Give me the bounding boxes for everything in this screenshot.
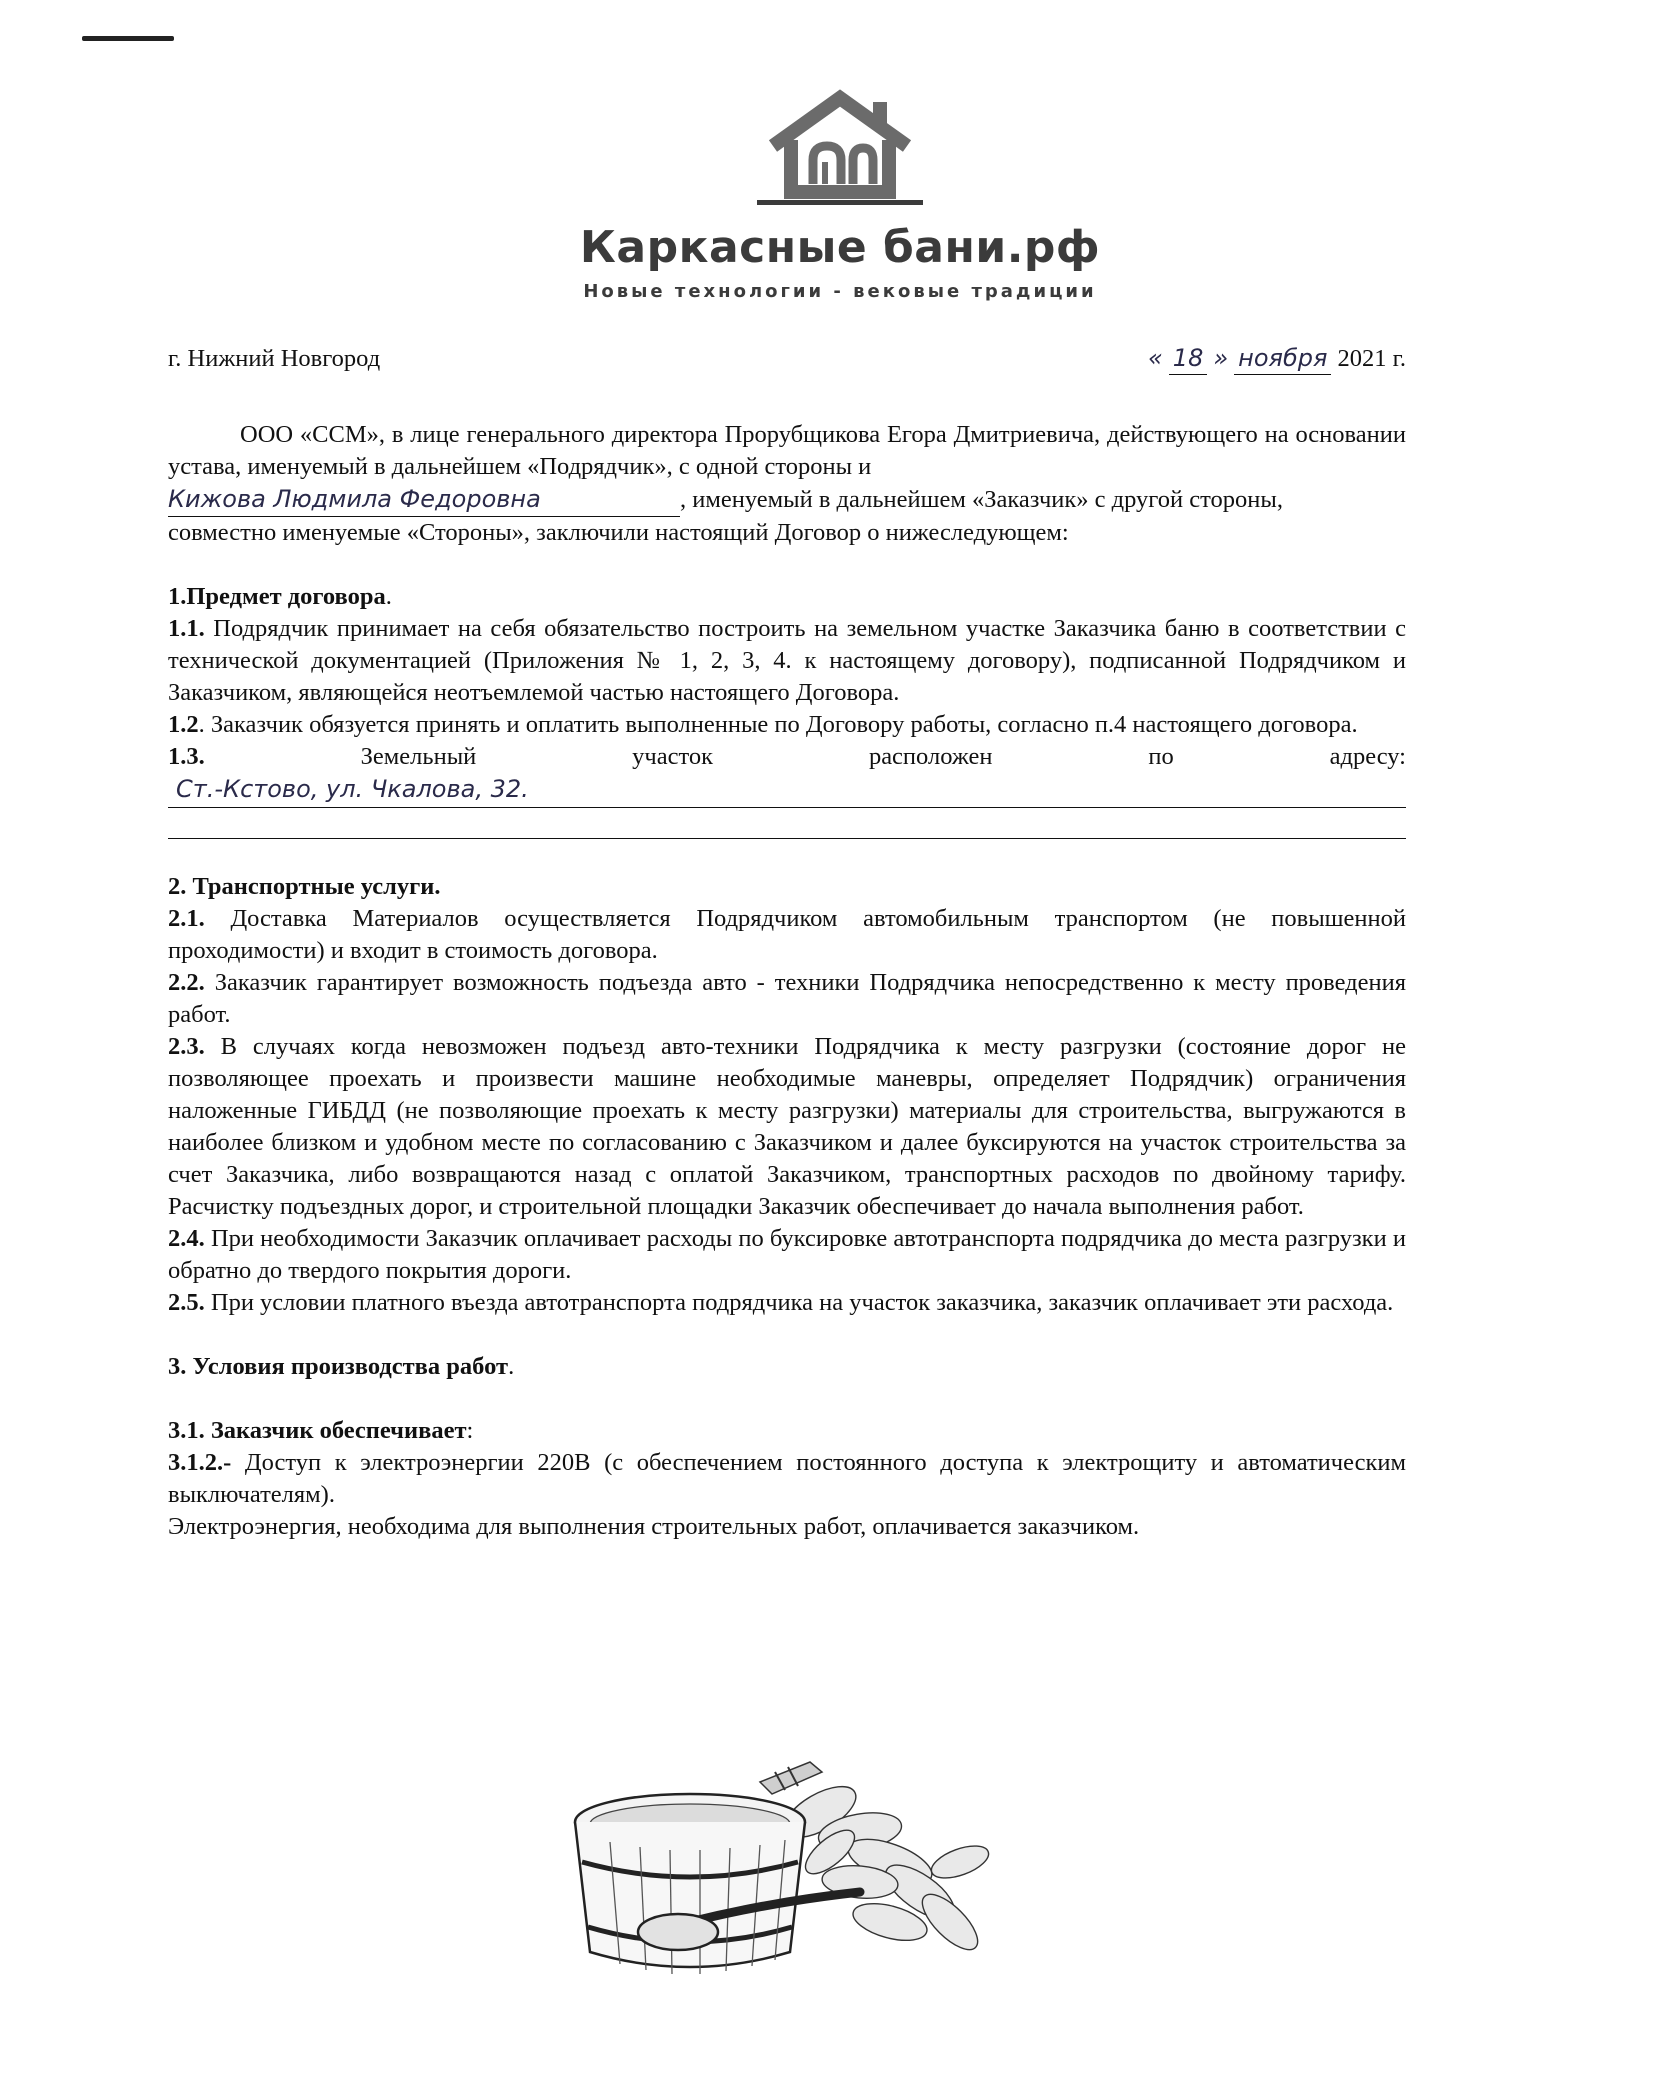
house-logo-icon <box>755 88 925 208</box>
clause-1-1-num: 1.1. <box>168 615 205 642</box>
city: г. Нижний Новгород <box>168 345 381 372</box>
clause-1-2 <box>168 709 1406 741</box>
clause-3-1-2-text: Доступ к электроэнергии 220В (с обеспечением постоянного доступа к электрощиту и автоматическим выключателям). <box>168 1449 1406 1508</box>
clause-2-4 <box>168 1223 1406 1287</box>
address-field-blank <box>168 808 1406 839</box>
clause-2-2 <box>168 967 1406 1031</box>
section1-heading <box>168 581 1406 613</box>
subsection-3-1 <box>168 1415 1406 1447</box>
preamble-line2-text: , именуемый в дальнейшем «Заказчик» с другой стороны, <box>680 486 1283 513</box>
clause-num: 2.1. <box>168 905 205 932</box>
clause-num: 2.5. <box>168 1289 205 1316</box>
clause-3-1-2 <box>168 1447 1406 1511</box>
section3-heading <box>168 1351 1406 1383</box>
clause-1-3-word: расположен <box>868 743 993 770</box>
clause-1-1-text: Подрядчик принимает на себя обязательство построить на земельном участке Заказчика баню в соответствии с технической документацией (Приложения № 1, 2, 3, 4. к настоящему договору), подписанной Подрядчиком и Заказчиком, являющейся неотъемлемой частью настоящего Договора. <box>168 615 1406 706</box>
clause-1-1 <box>168 613 1406 709</box>
place-date-row <box>168 342 1406 375</box>
date-open-quote: « <box>1147 344 1163 372</box>
subsection-3-1-title: 3.1. Заказчик обеспечивает <box>168 1417 467 1444</box>
section3-title-dot: . <box>508 1353 515 1380</box>
clause-1-3-word: адресу: <box>1329 743 1406 770</box>
preamble-line1: ООО «ССМ», в лице генерального директора Прорубщикова Егора Дмитриевича, действующего на основании устава, именуемый в дальнейшем «Подрядчик», с одной стороны и <box>168 421 1406 480</box>
clause-2-1 <box>168 903 1406 967</box>
date-day: 18 <box>1169 342 1208 375</box>
clause-1-3-word: Земельный <box>360 743 477 770</box>
date-year: 2021 г. <box>1337 345 1406 372</box>
address-value: Ст.-Кстово, ул. Чкалова, 32. <box>176 775 529 803</box>
clause-text: Заказчик гарантирует возможность подъезда авто - техники Подрядчика непосредственно к месту проведения работ. <box>168 969 1406 1028</box>
company-logo <box>0 88 1680 302</box>
section3-title: 3. Условия производства работ <box>168 1353 509 1380</box>
clause-1-3-word: участок <box>632 743 714 770</box>
brand-name: Каркасные бани.рф <box>579 222 1101 273</box>
clause-1-2-num: 1.2 <box>168 711 199 738</box>
preamble-line2 <box>168 483 1406 517</box>
clause-num: 2.4. <box>168 1225 205 1252</box>
section1-title-dot: . <box>385 583 392 610</box>
scan-mark <box>82 36 174 41</box>
sauna-bucket-and-broom-illustration <box>560 1742 1020 1992</box>
clause-1-2-text: . Заказчик обязуется принять и оплатить выполненные по Договору работы, согласно п.4 настоящего договора. <box>198 711 1358 738</box>
electricity-note: Электроэнергия, необходима для выполнения строительных работ, оплачивается заказчиком. <box>168 1513 1140 1540</box>
clause-text: В случаях когда невозможен подъезд авто-техники Подрядчика к месту разгрузки (состояние дорог не позволяющее проехать и произвести машине необходимые маневры, определяет Подрядчик) ограничения наложенные ГИБДД (не позволяющие проехать к месту разгрузки) материалы для строительства, выгружаются в наиболее близком и удобном месте по согласованию с Заказчиком и далее буксируются на участок строительства за счет Заказчика, либо возвращаются назад с оплатой Заказчиком, транспортных расходов по двойному тарифу. Расчистку подъездных дорог, и строительной площадки Заказчик обеспечивает до начала выполнения работ. <box>168 1033 1406 1220</box>
date-month: ноября <box>1234 342 1331 375</box>
brand-tagline: Новые технологии - вековые традиции <box>583 281 1097 302</box>
clause-2-3 <box>168 1031 1406 1223</box>
clause-text: При условии платного въезда автотранспорта подрядчика на участок заказчика, заказчик оплачивает эти расхода. <box>204 1289 1394 1316</box>
customer-name: Кижова Людмила Федоровна <box>168 485 541 513</box>
section2-title: 2. Транспортные услуги. <box>168 873 441 900</box>
clause-text: Доставка Материалов осуществляется Подрядчиком автомобильным транспортом (не повышенной проходимости) и входит в стоимость договора. <box>168 905 1406 964</box>
date-close-quote: » <box>1213 344 1229 372</box>
address-field <box>168 773 1406 808</box>
contract-body <box>168 342 1406 1543</box>
clause-1-3-word: по <box>1148 743 1174 770</box>
clause-num: 2.2. <box>168 969 205 996</box>
contract-date <box>1148 342 1406 375</box>
clause-text: При необходимости Заказчик оплачивает расходы по буксировке автотранспорта подрядчика до места разгрузки и обратно до твердого покрытия дороги. <box>168 1225 1406 1284</box>
clause-1-3 <box>168 741 1406 773</box>
clause-1-3-num: 1.3. <box>168 743 205 770</box>
preamble-line3: совместно именуемые «Стороны», заключили настоящий Договор о нижеследующем: <box>168 519 1069 546</box>
subsection-3-1-colon: : <box>466 1417 474 1444</box>
clause-num: 2.3. <box>168 1033 205 1060</box>
customer-name-field <box>168 483 680 517</box>
clause-2-5 <box>168 1287 1406 1319</box>
section1-title: 1.Предмет договора <box>168 583 386 610</box>
clause-3-1-2-num: 3.1.2.- <box>168 1449 232 1476</box>
